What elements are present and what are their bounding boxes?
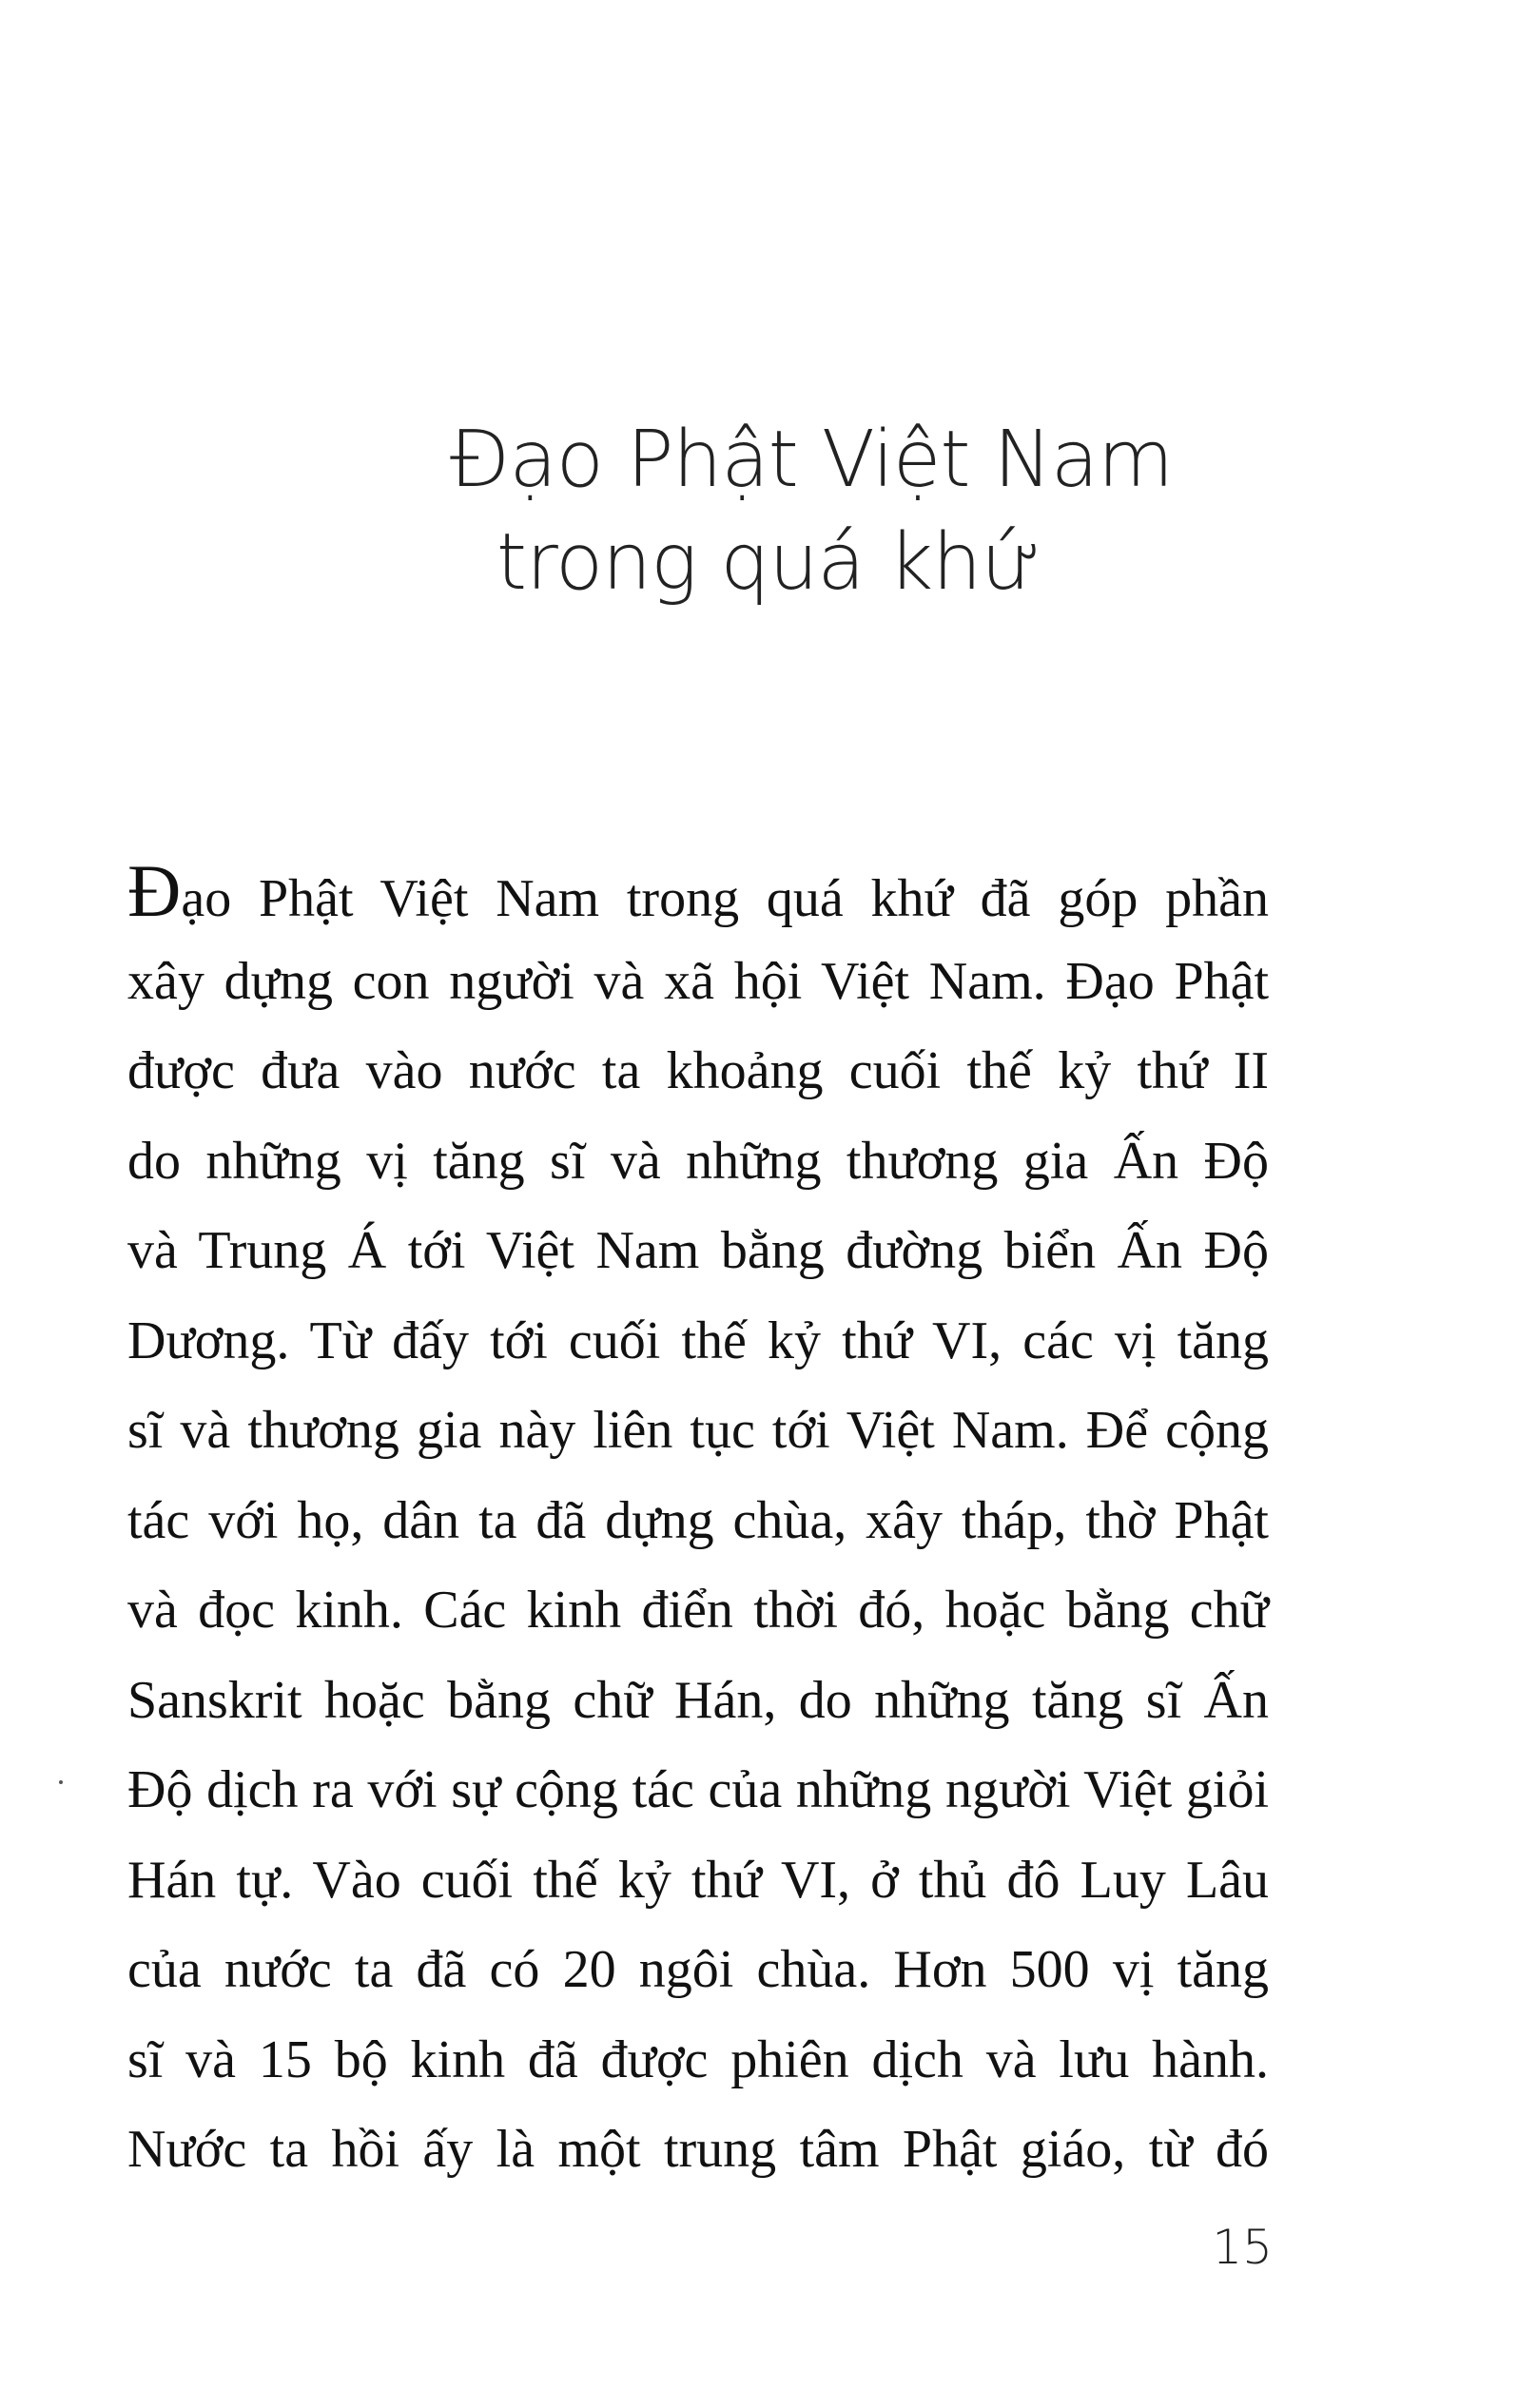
body-line: và đọc kinh. Các kinh điển thời đó, hoặc bằng chữ <box>127 1581 1269 1640</box>
body-line: sĩ và thương gia này liên tục tới Việt Nam. Để cộng <box>127 1401 1269 1460</box>
chapter-title-line-1: Đạo Phật Việt Nam <box>449 415 1174 505</box>
body-line: Độ dịch ra với sự cộng tác của những người Việt giỏi <box>127 1760 1269 1819</box>
body-line: của nước ta đã có 20 ngôi chùa. Hơn 500 vị tăng <box>127 1940 1269 1999</box>
body-line: được đưa vào nước ta khoảng cuối thế kỷ thứ II <box>127 1041 1269 1100</box>
body-line <box>127 846 1269 937</box>
body-line: tác với họ, dân ta đã dựng chùa, xây tháp, thờ Phật <box>127 1490 1269 1550</box>
body-line: Sanskrit hoặc bằng chữ Hán, do những tăng sĩ Ấn <box>127 1670 1269 1730</box>
chapter-title-line-2: trong quá khứ <box>496 517 1041 608</box>
body-line: sĩ và 15 bộ kinh đã được phiên dịch và lưu hành. <box>127 2029 1269 2089</box>
body-line: do những vị tăng sĩ và những thương gia Ấn Độ <box>127 1131 1269 1191</box>
body-line: Dương. Từ đấy tới cuối thế kỷ thứ VI, các vị tăng <box>127 1311 1269 1370</box>
body-line: và Trung Á tới Việt Nam bằng đường biển Ấn Độ <box>127 1221 1269 1280</box>
print-speck <box>59 1780 63 1784</box>
body-line: Nước ta hồi ấy là một trung tâm Phật giáo, từ đó <box>127 2120 1269 2179</box>
body-paragraph <box>127 846 1269 2195</box>
body-line-text: ạo Phật Việt Nam trong quá khứ đã góp phần <box>181 869 1269 928</box>
chapter-title <box>0 409 1518 614</box>
body-line: Hán tự. Vào cuối thế kỷ thứ VI, ở thủ đô Luy Lâu <box>127 1850 1269 1910</box>
drop-cap-letter: Đ <box>127 849 182 932</box>
body-line: xây dựng con người và xã hội Việt Nam. Đạo Phật <box>127 951 1269 1011</box>
page-number: 15 <box>1212 2220 1273 2275</box>
